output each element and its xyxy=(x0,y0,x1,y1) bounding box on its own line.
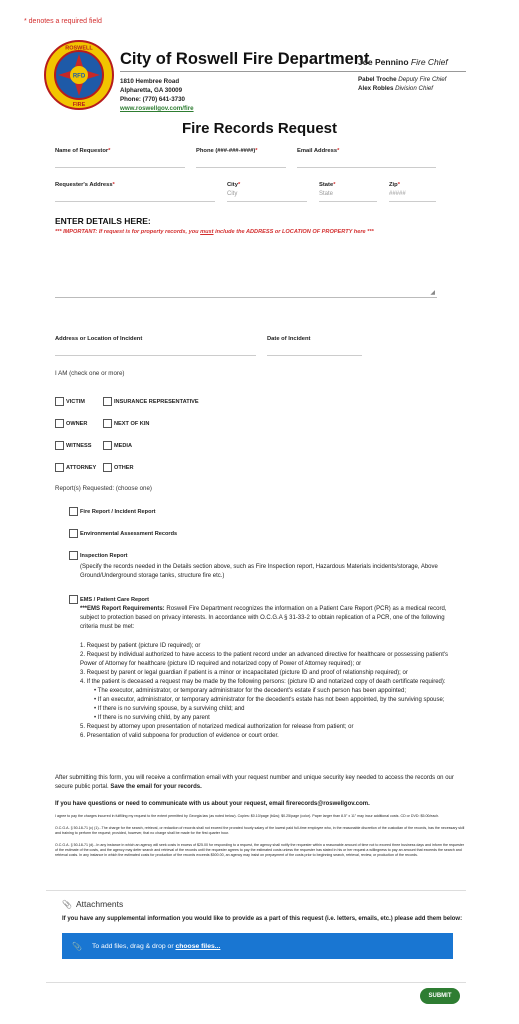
checkbox-icon[interactable] xyxy=(55,397,64,406)
checkbox-witness[interactable]: WITNESS xyxy=(55,441,91,450)
paperclip-icon: 📎 xyxy=(62,899,72,909)
sub-criteria-item: • If an executor, administrator, or temporary administrator for the decedent's estate has not been appointed, by the surviving spouse; xyxy=(94,697,445,703)
incident-location-input[interactable] xyxy=(55,342,256,356)
chief-title: Fire Chief xyxy=(410,57,448,67)
criteria-item: 6. Presentation of valid subpoena for production of evidence or court order. xyxy=(80,733,279,739)
incident-date-label: Date of Incident xyxy=(267,336,311,342)
attachments-title: 📎 Attachments xyxy=(62,899,124,909)
paperclip-icon: 📎 xyxy=(72,941,82,951)
checkbox-icon[interactable] xyxy=(69,507,78,516)
phone-label: Phone (###-###-####)* xyxy=(196,148,258,154)
name-label: Name of Requestor* xyxy=(55,148,111,154)
required-field-note: * denotes a required field xyxy=(24,18,102,25)
checkbox-icon[interactable] xyxy=(69,595,78,604)
zip-input[interactable]: ##### xyxy=(389,188,436,202)
header-divider xyxy=(120,71,466,72)
phone-number: Phone: (770) 641-3730 xyxy=(120,96,185,103)
details-heading: ENTER DETAILS HERE: xyxy=(55,216,151,226)
incident-date-input[interactable] xyxy=(267,342,362,356)
footer-divider xyxy=(46,982,466,983)
organization-name: City of Roswell Fire Department xyxy=(120,50,370,68)
incident-location-label: Address or Location of Incident xyxy=(55,336,143,342)
submit-button[interactable]: SUBMIT xyxy=(420,988,460,1004)
choose-files-link[interactable]: choose files... xyxy=(175,942,221,950)
division-title: Division Chief xyxy=(395,85,433,92)
sub-criteria-item: • If there is no surviving child, by any parent xyxy=(94,715,210,721)
checkbox-icon[interactable] xyxy=(69,551,78,560)
city-label: City* xyxy=(227,182,241,188)
svg-text:FIRE: FIRE xyxy=(72,102,86,108)
name-input[interactable] xyxy=(55,154,185,168)
svg-text:ROSWELL: ROSWELL xyxy=(65,45,93,52)
state-label: State* xyxy=(319,182,336,188)
resize-grip-icon[interactable]: ◢ xyxy=(430,290,435,296)
details-textarea[interactable] xyxy=(55,240,437,298)
sub-criteria-item: • The executor, administrator, or temporary administrator for the decedent's estate if such person has been appointed; xyxy=(94,688,406,694)
checkbox-victim[interactable]: VICTIM xyxy=(55,397,85,406)
form-title: Fire Records Request xyxy=(181,120,338,137)
phone-input[interactable] xyxy=(196,154,286,168)
attachments-description: If you have any supplemental information you would like to provide as a part of this request (i.e. letters, emails, etc.) please add them below: xyxy=(62,916,463,922)
after-submit-note: After submitting this form, you will receive a confirmation email with your request number and unique security key needed to access the records on our secure public portal. Save the email for your records. xyxy=(55,775,454,790)
checkbox-fire-report[interactable]: Fire Report / Incident Report xyxy=(69,507,156,516)
criteria-item: 5. Request by attorney upon presentation of notarized medical authorization for release from patient; or xyxy=(80,724,354,730)
criteria-item: 1. Request by patient (picture ID required); or xyxy=(80,643,201,649)
criteria-item: 4. If the patient is deceased a request may be made by the following persons: (picture ID and notarized copy of death certificate required): xyxy=(80,679,446,685)
zip-label: Zip* xyxy=(389,182,400,188)
svg-text:RFD: RFD xyxy=(72,73,86,80)
dropzone-text: To add files, drag & drop or choose files... xyxy=(91,942,221,950)
address-line-2: Alpharetta, GA 30009 xyxy=(120,87,183,94)
checkbox-icon[interactable] xyxy=(103,441,112,450)
checkbox-media[interactable]: MEDIA xyxy=(103,441,132,450)
state-input[interactable]: State xyxy=(319,188,377,202)
checkbox-owner[interactable]: OWNER xyxy=(55,419,87,428)
checkbox-next-of-kin[interactable]: NEXT OF KIN xyxy=(103,419,149,428)
checkbox-insurance-representative[interactable]: INSURANCE REPRESENTATIVE xyxy=(103,397,199,406)
deputy-name: Pabel Troche xyxy=(358,76,397,83)
checkbox-icon[interactable] xyxy=(103,419,112,428)
address-line-1: 1810 Hembree Road xyxy=(120,78,180,85)
legal-code-d: O.C.G.A. § 50-18-71 (d)...In any instance in which an agency will seek costs in excess of $25.00 for responding to a request, the agency shall notify the requester within a reasonable amount of time not to exceed three business days and inform the requester of the estimate of the costs, and the agency may defer search and retrieval of the records until the requester agrees to pay the estimated costs unless the requester has stated in his or her request a willingness to pay an amount that exceeds the search and retrieval costs. In any instance in which the estimated costs for production of the records exceeds $500.00, an agency may insist on prepayment of the costs prior to beginning search, retrieval, review, or production of the records. xyxy=(55,843,465,858)
legal-code-c1: O.C.G.A. § 50-18-71 (c) (1)...The charge for the search, retrieval, or redaction of records shall not exceed the prorated hourly salary of the lowest paid full-time employee who, in the reasonable discretion of the custodian of the records, has the necessary skill and training to perform the request; provided, however, that no charge shall be made for the first quarter hour. xyxy=(55,826,465,836)
deputy-chief xyxy=(358,76,446,83)
criteria-item: 2. Request by individual authorized to have access to the patient record under an advanced directive for healthcare or possessing patient's Power of Attorney for healthcare (picture ID required and notarized copy of Power of Attorney required); or xyxy=(80,652,449,667)
legal-fees-text: I agree to pay the charges incurred in fulfilling my request to the extent permitted by Georgia law (as noted below). Copies: $0.10/page (b&w); $0.25/page (color). Paper larger than 8.5" x 11" may incur additional costs. CD or DVD: $5.00/each. xyxy=(55,814,440,818)
checkbox-icon[interactable] xyxy=(103,397,112,406)
checkbox-icon[interactable] xyxy=(69,529,78,538)
questions-note: If you have questions or need to communicate with us about your request, email firerecords@roswellgov.com. xyxy=(55,801,370,807)
division-name: Alex Robles xyxy=(358,85,394,92)
address-input[interactable] xyxy=(55,188,215,202)
checkbox-icon[interactable] xyxy=(55,463,64,472)
email-label: Email Address* xyxy=(297,148,340,154)
i-am-heading: I AM (check one or more) xyxy=(55,370,125,377)
inspection-note: (Specify the records needed in the Details section above, such as Fire Inspection report, Hazardous Materials incidents/storage, Above Ground/Underground storage tanks, structure fire etc.) xyxy=(80,564,438,579)
chief-name: Joe Pennino xyxy=(358,57,409,67)
checkbox-icon[interactable] xyxy=(55,441,64,450)
checkbox-environmental-records[interactable]: Environmental Assessment Records xyxy=(69,529,177,538)
ems-criteria-list xyxy=(80,642,452,741)
criteria-item: 3. Request by parent or legal guardian if patient is a minor or incapacitated (picture ID and proof of relationship required); or xyxy=(80,670,408,676)
checkbox-icon[interactable] xyxy=(103,463,112,472)
website-link-text[interactable]: www.roswellgov.com/fire xyxy=(120,105,194,112)
checkbox-attorney[interactable]: ATTORNEY xyxy=(55,463,96,472)
sub-criteria-item: • If there is no surviving spouse, by a surviving child; and xyxy=(94,706,245,712)
checkbox-icon[interactable] xyxy=(55,419,64,428)
deputy-title: Deputy Fire Chief xyxy=(398,76,447,83)
ems-requirements: ***EMS Report Requirements: Roswell Fire Department recognizes the information on a Patient Care Report (PCR) as a medical record, subject to protection based on privacy interests. In accordance with O.C.G.A § 31-33-2 to obtain replication of a PCR, one of the following criteria must be met: xyxy=(80,606,447,630)
checkbox-inspection-report[interactable]: Inspection Report xyxy=(69,551,128,560)
website-link[interactable] xyxy=(120,105,194,112)
division-chief xyxy=(358,85,433,92)
file-dropzone[interactable] xyxy=(62,933,453,959)
fire-chief xyxy=(358,57,448,67)
address-label: Requester's Address* xyxy=(55,182,115,188)
important-note: *** IMPORTANT: If request is for property records, you must include the ADDRESS or LOCATION OF PROPERTY here *** xyxy=(55,229,374,235)
reports-heading: Report(s) Requested: (choose one) xyxy=(55,485,152,492)
city-input[interactable]: City xyxy=(227,188,307,202)
checkbox-ems-report[interactable]: EMS / Patient Care Report xyxy=(69,595,149,604)
checkbox-other[interactable]: OTHER xyxy=(103,463,134,472)
fire-department-logo xyxy=(44,40,114,110)
email-input[interactable] xyxy=(297,154,436,168)
